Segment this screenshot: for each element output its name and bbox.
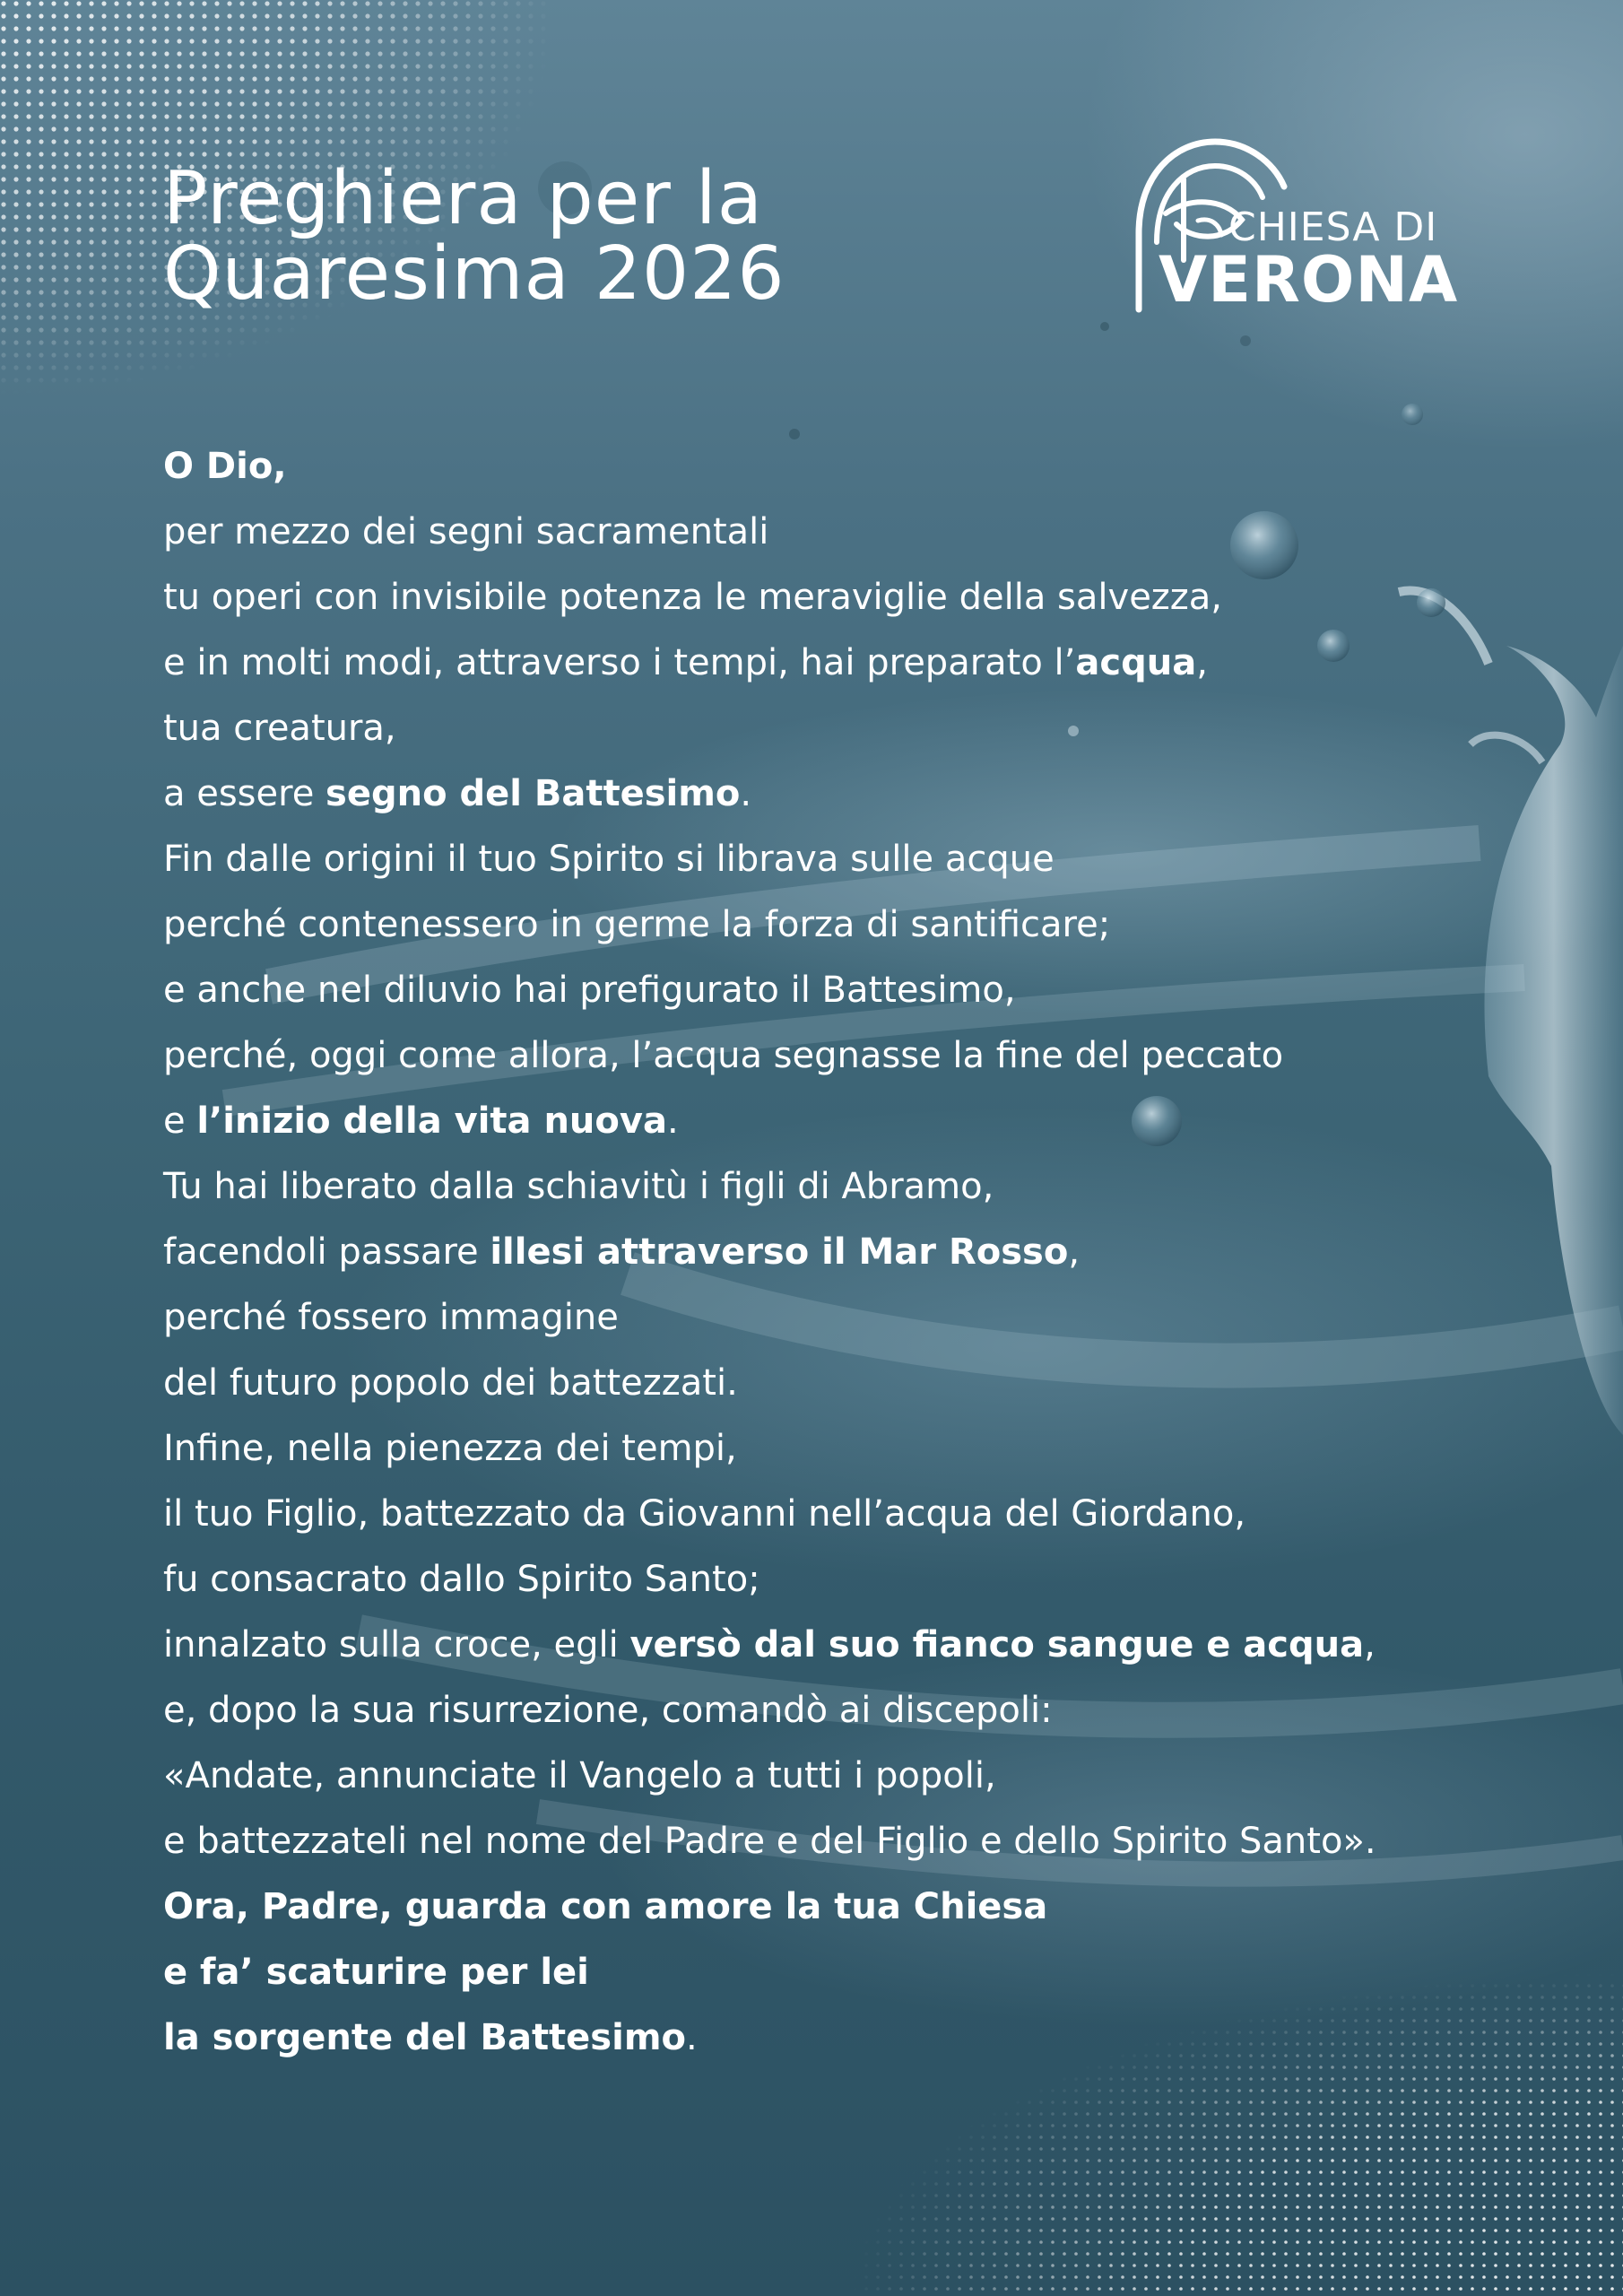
prayer-segment: del futuro popolo dei battezzati. [163, 1362, 738, 1404]
prayer-segment: e battezzateli nel nome del Padre e del Figlio e dello Spirito Santo». [163, 1821, 1376, 1862]
prayer-segment: Tu hai liberato dalla schiavitù i figli di Abramo, [163, 1166, 994, 1207]
title-line-1: Preghiera per la [163, 156, 763, 241]
prayer-line [163, 1023, 1580, 1089]
prayer-line [163, 1089, 1580, 1154]
prayer-line [163, 1744, 1580, 1809]
prayer-segment: , [1196, 642, 1208, 683]
prayer-segment: , [1068, 1231, 1081, 1273]
prayer-segment: e, dopo la sua risurrezione, comandò ai discepoli: [163, 1690, 1053, 1731]
prayer-segment: tua creatura, [163, 708, 396, 749]
prayer-line [163, 1154, 1580, 1220]
prayer-segment: perché contenessero in germe la forza di santificare; [163, 904, 1111, 945]
prayer-emphasis: l’inizio della vita nuova [196, 1100, 667, 1142]
prayer-line [163, 958, 1580, 1023]
prayer-line [163, 1940, 1580, 2005]
prayer-segment: e in molti modi, attraverso i tempi, hai preparato l’ [163, 642, 1076, 683]
logo-text-verona: VERONA [1159, 243, 1459, 317]
prayer-emphasis: la sorgente del Battesimo [163, 2017, 686, 2058]
prayer-line [163, 1351, 1580, 1416]
prayer-line [163, 631, 1580, 696]
prayer-segment: , [1364, 1624, 1376, 1665]
prayer-segment: per mezzo dei segni sacramentali [163, 511, 769, 552]
prayer-line [163, 1285, 1580, 1351]
logo-chiesa-di-verona [1112, 135, 1471, 323]
prayer-line [163, 565, 1580, 631]
prayer-emphasis: illesi attraverso il Mar Rosso [490, 1231, 1069, 1273]
prayer-line [163, 1220, 1580, 1285]
logo-text-chiesa-di: CHIESA DI [1228, 204, 1438, 250]
prayer-line [163, 1678, 1580, 1744]
prayer-line [163, 1547, 1580, 1613]
prayer-segment: tu operi con invisibile potenza le meraviglie della salvezza, [163, 577, 1223, 618]
prayer-segment: perché fossero immagine [163, 1297, 619, 1338]
prayer-line [163, 500, 1580, 565]
prayer-emphasis: Ora, Padre, guarda con amore la tua Chiesa [163, 1886, 1048, 1927]
prayer-line [163, 761, 1580, 827]
prayer-line [163, 1874, 1580, 1940]
prayer-segment: . [666, 1100, 679, 1142]
prayer-segment: . [686, 2017, 698, 2058]
prayer-emphasis: segno del Battesimo [325, 773, 741, 814]
prayer-emphasis: acqua [1075, 642, 1197, 683]
title-line-2: Quaresima 2026 [163, 231, 785, 317]
prayer-line [163, 434, 1580, 500]
prayer-text [163, 434, 1580, 2071]
prayer-line [163, 1809, 1580, 1874]
prayer-emphasis: versò dal suo fianco sangue e acqua [629, 1624, 1365, 1665]
prayer-line [163, 827, 1580, 892]
prayer-line [163, 2005, 1580, 2071]
prayer-segment: perché, oggi come allora, l’acqua segnasse la fine del peccato [163, 1035, 1284, 1076]
prayer-segment: fu consacrato dallo Spirito Santo; [163, 1559, 760, 1600]
prayer-segment: facendoli passare [163, 1231, 490, 1273]
prayer-segment: Infine, nella pienezza dei tempi, [163, 1428, 737, 1469]
prayer-line [163, 1613, 1580, 1678]
prayer-line [163, 892, 1580, 958]
prayer-segment: «Andate, annunciate il Vangelo a tutti i popoli, [163, 1755, 996, 1796]
prayer-segment: innalzato sulla croce, egli [163, 1624, 630, 1665]
prayer-segment: e anche nel diluvio hai prefigurato il Battesimo, [163, 970, 1016, 1011]
prayer-segment: il tuo Figlio, battezzato da Giovanni nell’acqua del Giordano, [163, 1493, 1246, 1535]
page-title [163, 156, 785, 317]
prayer-segment: a essere [163, 773, 326, 814]
prayer-emphasis: e fa’ scaturire per lei [163, 1952, 589, 1993]
prayer-segment: . [740, 773, 752, 814]
prayer-segment: e [163, 1100, 197, 1142]
prayer-line [163, 1482, 1580, 1547]
prayer-segment: Fin dalle origini il tuo Spirito si librava sulle acque [163, 839, 1055, 880]
prayer-emphasis: O Dio, [163, 446, 287, 487]
prayer-line [163, 696, 1580, 761]
prayer-line [163, 1416, 1580, 1482]
